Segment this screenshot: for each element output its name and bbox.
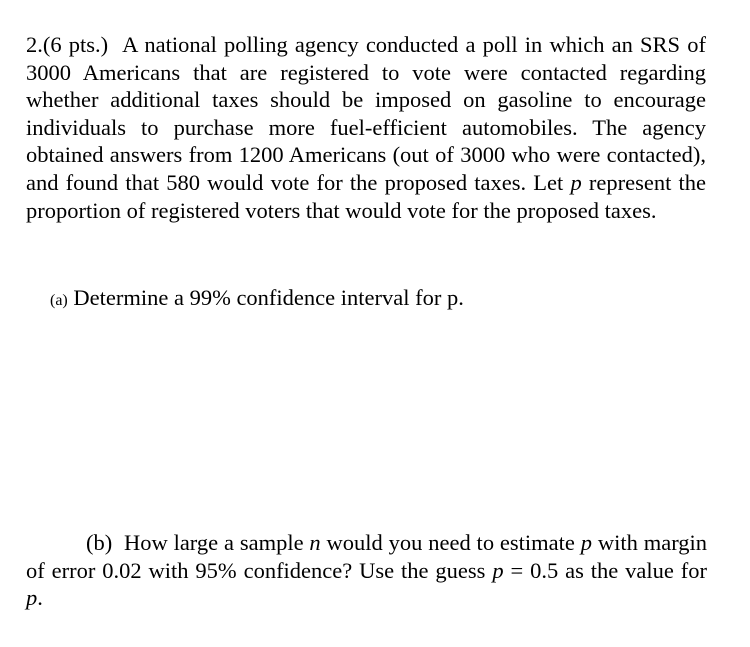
- part-b-tag: (b): [86, 530, 113, 555]
- part-a-tag: (a): [50, 292, 68, 309]
- part-b-text-5: .: [37, 585, 43, 611]
- variable-p: p: [570, 169, 582, 195]
- variable-p: p: [580, 530, 592, 555]
- variable-n: n: [309, 530, 321, 555]
- variable-p: p: [492, 557, 504, 583]
- part-a-text: Determine a 99% confidence interval for p.: [73, 285, 464, 310]
- part-b-text-3: with margin of error 0.02 with 95% confidence? Use the guess: [26, 530, 708, 583]
- part-b-text-1: How large a sample: [123, 530, 304, 555]
- question-number: 2.(6 pts.): [26, 32, 109, 57]
- part-b-text-4: = 0.5 as the value for: [510, 557, 708, 583]
- variable-p: p: [26, 585, 38, 611]
- intro-text-1: A national polling agency conducted a poll in which an SRS of 3000 Americans that are registered to vote were contacted regarding whether additional taxes should be imposed on gasoline to encourage individuals to purchase more fuel-efficient automobiles. The agency obtained answers from 1200 Americans (out of 3000 who were contacted), and found that 580 would vote for the proposed taxes. Let: [26, 32, 706, 195]
- question-intro: [26, 31, 706, 224]
- part-a: [50, 284, 464, 315]
- intro-text-2: represent the proportion of registered voters that would vote for the proposed taxes.: [26, 169, 707, 223]
- part-b-text-2: would you need to estimate: [326, 530, 575, 555]
- part-b: [26, 529, 707, 612]
